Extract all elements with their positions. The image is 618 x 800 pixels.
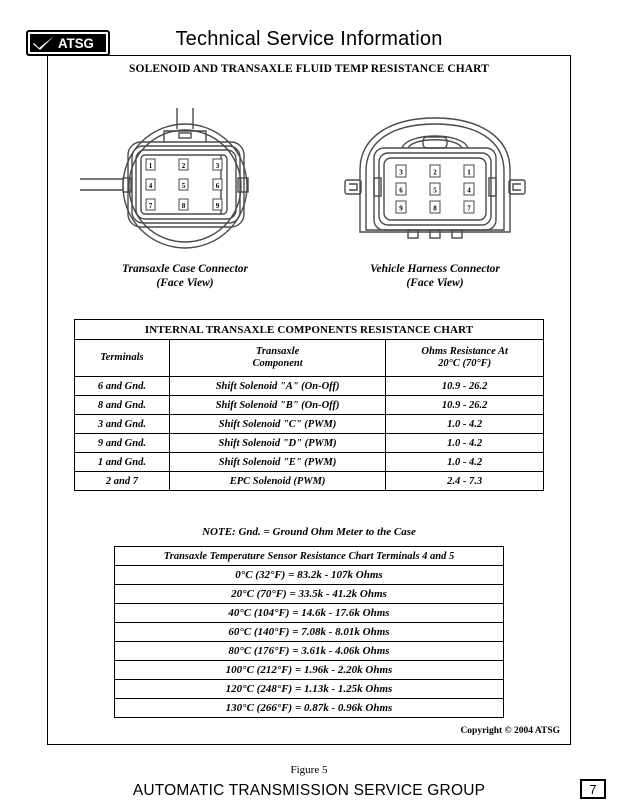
column-header-line1: Terminals: [100, 351, 144, 363]
temperature-table: [114, 546, 504, 718]
cell-terminals: 1 and Gnd.: [75, 453, 170, 472]
main-panel: [47, 55, 571, 745]
pin-label: 3: [399, 168, 403, 177]
cell-resistance: 2.4 - 7.3: [386, 472, 544, 491]
pin-label: 4: [148, 182, 153, 190]
cell-temperature-resistance: 20°C (70°F) = 33.5k - 41.2k Ohms: [115, 585, 504, 604]
table-row: [75, 377, 544, 396]
pin-label: 5: [181, 182, 186, 190]
table-row: [115, 623, 504, 642]
cell-terminals: 9 and Gnd.: [75, 434, 170, 453]
pin-label: 1: [467, 168, 471, 177]
table-row: [75, 396, 544, 415]
copyright-notice: Copyright © 2004 ATSG: [460, 726, 560, 736]
table-row: [115, 699, 504, 718]
column-header-line2: Component: [252, 358, 303, 369]
cell-component: Shift Solenoid "D" (PWM): [169, 434, 385, 453]
components-table: [74, 319, 544, 491]
page-header: [0, 14, 618, 50]
figure-caption: Figure 5: [290, 764, 328, 776]
pin-label: 2: [433, 168, 437, 177]
cell-temperature-resistance: 130°C (266°F) = 0.87k - 0.96k Ohms: [115, 699, 504, 718]
cell-temperature-resistance: 0°C (32°F) = 83.2k - 107k Ohms: [115, 566, 504, 585]
connector-caption: [60, 262, 310, 290]
pin-label: 3: [215, 162, 220, 170]
connector-caption-line2: (Face View): [406, 277, 464, 289]
table-row: [115, 661, 504, 680]
vehicle-harness-connector: [310, 108, 560, 290]
column-header-line1: Ohms Resistance At: [421, 345, 508, 357]
pin-label: 2: [181, 162, 186, 170]
pin-label: 9: [215, 202, 220, 210]
column-header-resistance: [386, 340, 544, 377]
cell-terminals: 2 and 7: [75, 472, 170, 491]
page-number: 7: [580, 779, 606, 799]
table-header-row: [75, 340, 544, 377]
column-header-line2: 20°C (70°F): [438, 358, 492, 369]
ground-note: NOTE: Gnd. = Ground Ohm Meter to the Case: [202, 526, 416, 538]
table-row: [75, 453, 544, 472]
cell-temperature-resistance: 120°C (248°F) = 1.13k - 1.25k Ohms: [115, 680, 504, 699]
cell-terminals: 6 and Gnd.: [75, 377, 170, 396]
table-row: [115, 585, 504, 604]
connector-caption-line1: Transaxle Case Connector: [121, 263, 249, 275]
pin-label: 8: [433, 204, 437, 213]
column-header-component: [169, 340, 385, 377]
vehicle-harness-connector-drawing: [330, 108, 540, 260]
panel-title: SOLENOID AND TRANSAXLE FLUID TEMP RESISTANCE CHART: [129, 63, 489, 75]
table-row: [75, 472, 544, 491]
table-row: [115, 566, 504, 585]
transaxle-case-connector-drawing: [80, 108, 290, 260]
components-chart-heading: INTERNAL TRANSAXLE COMPONENTS RESISTANCE CHART: [75, 320, 544, 340]
pin-label: 4: [467, 186, 471, 195]
transaxle-case-connector: [60, 108, 310, 290]
pin-label: 1: [148, 162, 153, 170]
internal-components-resistance-chart: [74, 319, 544, 491]
connector-caption: [310, 262, 560, 290]
cell-component: Shift Solenoid "B" (On-Off): [169, 396, 385, 415]
temperature-chart-heading: Transaxle Temperature Sensor Resistance Chart Terminals 4 and 5: [115, 547, 504, 566]
pin-label: 6: [399, 186, 403, 195]
table-row: [115, 604, 504, 623]
cell-resistance: 10.9 - 26.2: [386, 396, 544, 415]
column-header-line1: Transaxle: [255, 345, 300, 357]
footer-organization: AUTOMATIC TRANSMISSION SERVICE GROUP: [132, 782, 486, 799]
cell-temperature-resistance: 100°C (212°F) = 1.96k - 2.20k Ohms: [115, 661, 504, 680]
cell-component: Shift Solenoid "A" (On-Off): [169, 377, 385, 396]
pin-label: 6: [215, 182, 220, 190]
atsg-wordmark: ATSG: [57, 35, 94, 51]
pin-label: 7: [467, 204, 471, 213]
temperature-sensor-resistance-chart: [114, 546, 504, 718]
cell-temperature-resistance: 40°C (104°F) = 14.6k - 17.6k Ohms: [115, 604, 504, 623]
connector-caption-line2: (Face View): [156, 277, 214, 289]
cell-resistance: 10.9 - 26.2: [386, 377, 544, 396]
cell-resistance: 1.0 - 4.2: [386, 415, 544, 434]
table-row: [75, 415, 544, 434]
cell-terminals: 3 and Gnd.: [75, 415, 170, 434]
connector-diagrams: [48, 108, 570, 308]
pin-label: 7: [148, 202, 153, 210]
table-row: [75, 434, 544, 453]
table-heading-row: [75, 320, 544, 340]
cell-component: Shift Solenoid "E" (PWM): [169, 453, 385, 472]
pin-label: 9: [399, 204, 403, 213]
cell-temperature-resistance: 60°C (140°F) = 7.08k - 8.01k Ohms: [115, 623, 504, 642]
table-heading-row: [115, 547, 504, 566]
page-title: Technical Service Information: [175, 28, 443, 50]
cell-terminals: 8 and Gnd.: [75, 396, 170, 415]
pin-label: 5: [433, 186, 437, 195]
cell-resistance: 1.0 - 4.2: [386, 453, 544, 472]
connector-caption-line1: Vehicle Harness Connector: [370, 263, 500, 275]
table-row: [115, 680, 504, 699]
cell-resistance: 1.0 - 4.2: [386, 434, 544, 453]
table-row: [115, 642, 504, 661]
cell-component: EPC Solenoid (PWM): [169, 472, 385, 491]
cell-temperature-resistance: 80°C (176°F) = 3.61k - 4.06k Ohms: [115, 642, 504, 661]
column-header-terminals: [75, 340, 170, 377]
pin-label: 8: [181, 202, 186, 210]
cell-component: Shift Solenoid "C" (PWM): [169, 415, 385, 434]
